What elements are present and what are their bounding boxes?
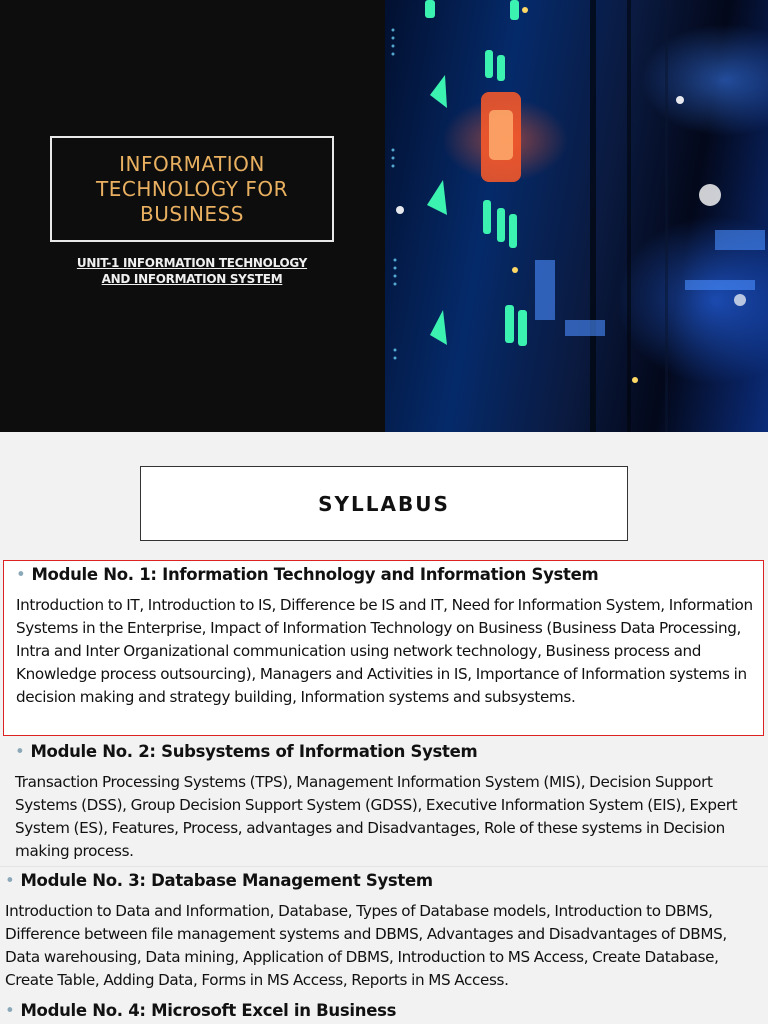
slide-divider [0, 866, 768, 867]
module-1-title [16, 564, 763, 586]
module-3-body: Introduction to Data and Information, Database, Types of Database models, Introduction to DBMS, Difference between file management systems and DBMS, Advantages and Disadvantages of DBMS, Data warehousing, Data mining, Application of DBMS, Introduction to MS Access, Create Database, Create Table, Adding Data, Forms in MS Access, Reports in MS Access. [5, 902, 727, 989]
title-slide [0, 0, 768, 432]
bullet-icon: • [5, 1001, 15, 1020]
module-2 [15, 741, 765, 863]
module-4 [5, 1000, 765, 1022]
subtitle-line-1: UNIT-1 INFORMATION TECHNOLOGY [76, 256, 308, 270]
slide-subtitle [50, 255, 334, 287]
module-1-title-text: Module No. 1: Information Technology and Information System [31, 565, 599, 584]
subtitle-line-2: AND INFORMATION SYSTEM [101, 272, 283, 286]
module-3-title-text: Module No. 3: Database Management System [20, 871, 433, 890]
syllabus-heading-box [140, 466, 628, 541]
syllabus-heading: SYLLABUS [318, 491, 450, 516]
syllabus-slide [0, 432, 768, 1024]
module-2-body: Transaction Processing Systems (TPS), Management Information System (MIS), Decision Support Systems (DSS), Group Decision Support System (GDSS), Executive Information System (EIS), Expert System (ES), Features, Process, advantages and Disadvantages, Role of these systems in Decision making process. [15, 773, 738, 860]
module-2-title-text: Module No. 2: Subsystems of Information System [30, 742, 478, 761]
stock-ticker-photo [385, 0, 768, 432]
ticker-lights-illustration [385, 0, 768, 432]
module-3 [5, 870, 765, 992]
bullet-icon: • [15, 742, 25, 761]
module-1-highlighted [3, 560, 764, 736]
module-4-title [5, 1000, 765, 1022]
module-3-title [5, 870, 765, 892]
title-box [50, 136, 334, 242]
slide-title: INFORMATION TECHNOLOGY FOR BUSINESS [96, 151, 288, 226]
module-4-title-text: Module No. 4: Microsoft Excel in Business [20, 1001, 397, 1020]
bullet-icon: • [16, 565, 26, 584]
module-2-title [15, 741, 765, 763]
bullet-icon: • [5, 871, 15, 890]
module-1-body: Introduction to IT, Introduction to IS, Difference be IS and IT, Need for Information System, Information Systems in the Enterprise, Impact of Information Technology on Business (Business Data Processing, Intra and Inter Organizational communication using network technology, Business process and Knowledge process outsourcing), Managers and Activities in IS, Importance of Information systems in decision making and strategy building, Information systems and subsystems. [16, 596, 753, 706]
